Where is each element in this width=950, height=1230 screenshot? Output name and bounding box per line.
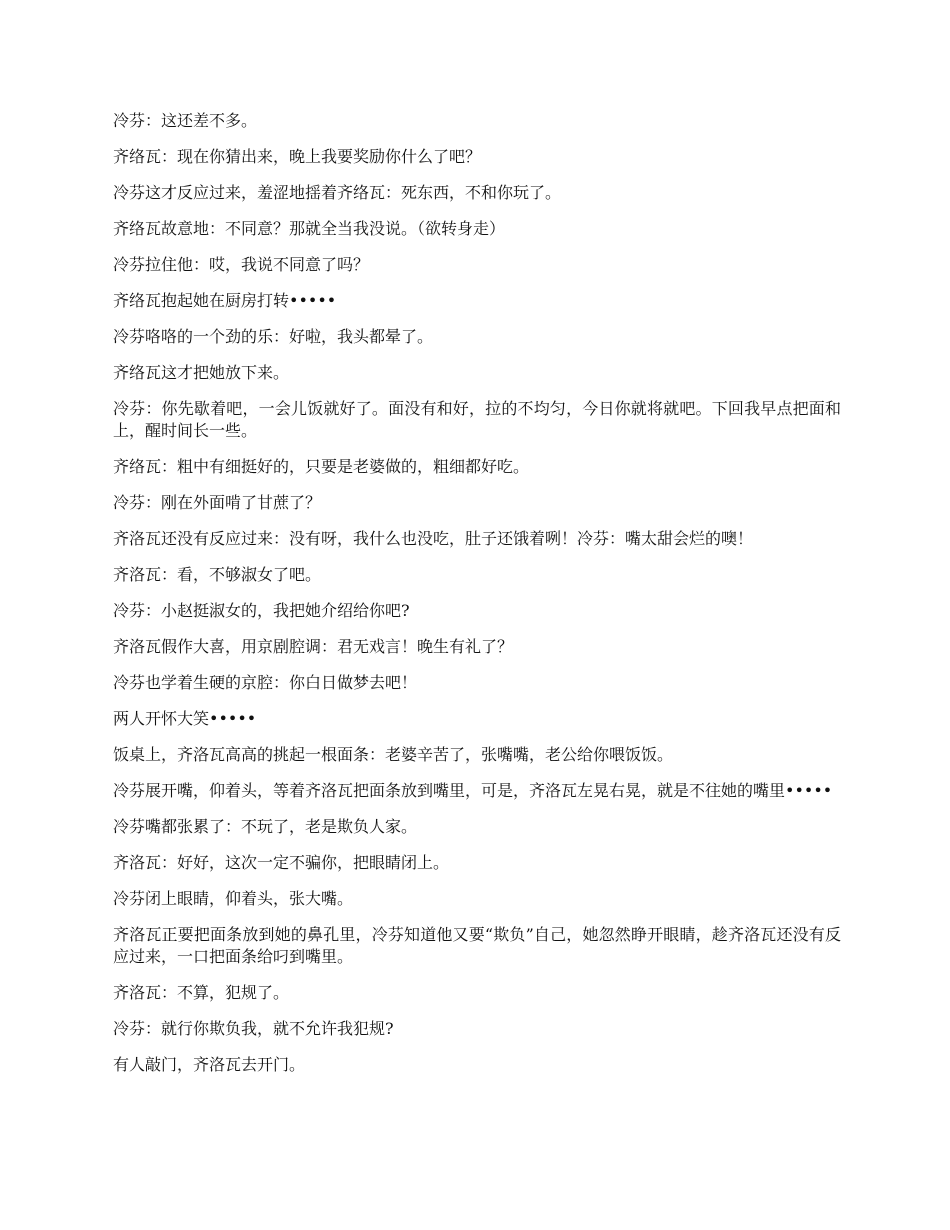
paragraph-5: 冷芬拉住他：哎，我说不同意了吗？ — [113, 255, 370, 274]
paragraph-4: 齐络瓦故意地：不同意？那就全当我没说。（欲转身走） — [113, 219, 506, 238]
paragraph-26: 有人敲门，齐洛瓦去开门。 — [113, 1055, 306, 1074]
paragraph-20: 冷芬嘴都张累了：不玩了，老是欺负人家。 — [113, 817, 418, 836]
paragraph-24: 齐洛瓦：不算，犯规了。 — [113, 983, 290, 1002]
paragraph-1: 冷芬：这还差不多。 — [113, 111, 258, 130]
paragraph-13: 齐洛瓦：看，不够淑女了吧。 — [113, 565, 322, 584]
paragraph-15: 齐洛瓦假作大喜，用京剧腔调：君无戏言！晚生有礼了？ — [113, 637, 514, 656]
paragraph-22: 冷芬闭上眼睛，仰着头，张大嘴。 — [113, 889, 354, 908]
paragraph-12: 齐洛瓦还没有反应过来：没有呀，我什么也没吃，肚子还饿着咧！冷芬：嘴太甜会烂的噢！ — [113, 529, 754, 548]
document-body — [113, 110, 841, 1090]
paragraph-3: 冷芬这才反应过来，羞涩地揺着齐络瓦：死东西，不和你玩了。 — [113, 183, 562, 202]
paragraph-14: 冷芬：小赵挺淑女的，我把她介绍给你吧? — [113, 601, 410, 620]
paragraph-16: 冷芬也学着生硬的京腔：你白日做梦去吧！ — [113, 673, 418, 692]
paragraph-19: 冷芬展开嘴，仰着头，等着齐洛瓦把面条放到嘴里，可是，齐洛瓦左晃右晃，就是不往她的嘴里••••• — [113, 781, 833, 800]
paragraph-18: 饭桌上，齐洛瓦高高的挑起一根面条：老婆辛苦了，张嘴嘴，老公给你喂饭饭。 — [113, 745, 674, 764]
paragraph-6: 齐络瓦抱起她在厨房打转••••• — [113, 291, 337, 310]
paragraph-2: 齐络瓦：现在你猜出来，晚上我要奖励你什么了吧？ — [113, 147, 482, 166]
paragraph-17: 两人开怀大笑••••• — [113, 709, 257, 728]
paragraph-7: 冷芬咯咯的一个劲的乐：好啦，我头都晕了。 — [113, 327, 434, 346]
paragraph-25: 冷芬：就行你欺负我，就不允许我犯规? — [113, 1019, 394, 1038]
paragraph-21: 齐洛瓦：好好，这次一定不骗你，把眼睛闭上。 — [113, 853, 450, 872]
paragraph-23: 齐洛瓦正要把面条放到她的鼻孔里，冷芬知道他又要“欺负”自己，她忽然睁开眼睛，趁齐洛瓦还没有反应过来，一口把面条给叼到嘴里。 — [113, 925, 841, 966]
paragraph-8: 齐络瓦这才把她放下来。 — [113, 363, 290, 382]
paragraph-10: 齐络瓦：粗中有细挺好的，只要是老婆做的，粗细都好吃。 — [113, 457, 530, 476]
paragraph-11: 冷芬：刚在外面啃了甘蔗了？ — [113, 493, 322, 512]
paragraph-9: 冷芬：你先歇着吧，一会儿饭就好了。面没有和好，拉的不均匀，今日你就将就吧。下回我早点把面和上，醒时间长一些。 — [113, 399, 841, 440]
